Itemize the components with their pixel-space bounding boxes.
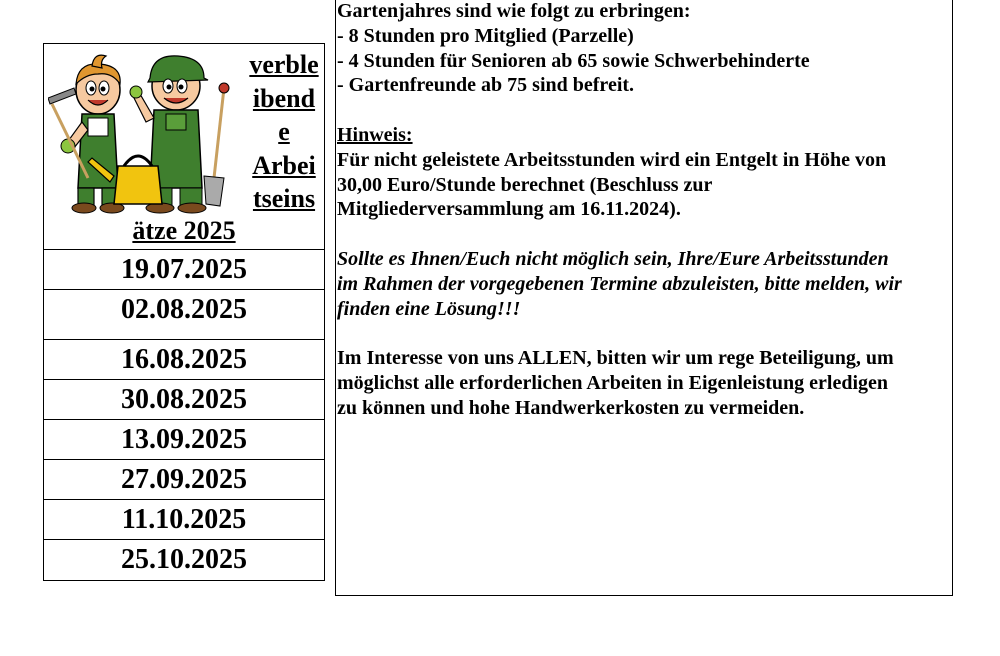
closing-line: möglichst alle erforderlichen Arbeiten in Eigenleistung erledigen [337,371,889,394]
closing-line: Im Interesse von uns ALLEN, bitten wir um rege Beteiligung, um [337,347,894,370]
date-row: 02.08.2025 [44,290,324,340]
title-line: e [278,117,290,146]
title-line-last: ätze 2025 [132,216,236,245]
title-line: Arbei [252,150,316,180]
italic-line: im Rahmen der vorgegebenen Termine abzuleisten, bitte melden, wir [337,272,902,295]
note-line: Mitgliederversammlung am 16.11.2024). [337,198,681,221]
info-text [337,0,949,421]
date-row: 13.09.2025 [44,420,324,460]
date-row: 27.09.2025 [44,460,324,500]
info-box [335,0,953,596]
rule-line: - 4 Stunden für Senioren ab 65 sowie Schwerbehinderte [337,49,810,72]
schedule-header-cell [44,44,324,250]
rule-line: - 8 Stunden pro Mitglied (Parzelle) [337,24,634,47]
note-line: Für nicht geleistete Arbeitsstunden wird ein Entgelt in Höhe von [337,148,887,171]
title-line: ibend [252,83,316,113]
date-row: 19.07.2025 [44,250,324,290]
date-row: 16.08.2025 [44,340,324,380]
shovel-icon [204,83,229,206]
note-heading: Hinweis: [337,123,413,146]
schedule-table [43,43,325,581]
note-line: 30,00 Euro/Stunde berechnet (Beschluss zur [337,173,713,196]
intro-line: Gartenjahres sind wie folgt zu erbringen: [337,0,691,22]
title-line: verble [249,50,319,79]
date-row: 11.10.2025 [44,500,324,540]
gardener-couple-illustration [48,48,242,218]
date-row: 30.08.2025 [44,380,324,420]
schedule-title [244,48,324,216]
italic-line: Sollte es Ihnen/Euch nicht möglich sein, Ihre/Eure Arbeitsstunden [337,247,889,270]
title-line: tseins [252,184,316,213]
female-gardener-icon [61,55,124,213]
date-row: 25.10.2025 [121,544,247,575]
closing-line: zu können und hohe Handwerkerkosten zu vermeiden. [337,396,805,419]
rule-line: - Gartenfreunde ab 75 sind befreit. [337,74,635,97]
italic-line: finden eine Lösung!!! [337,297,521,320]
